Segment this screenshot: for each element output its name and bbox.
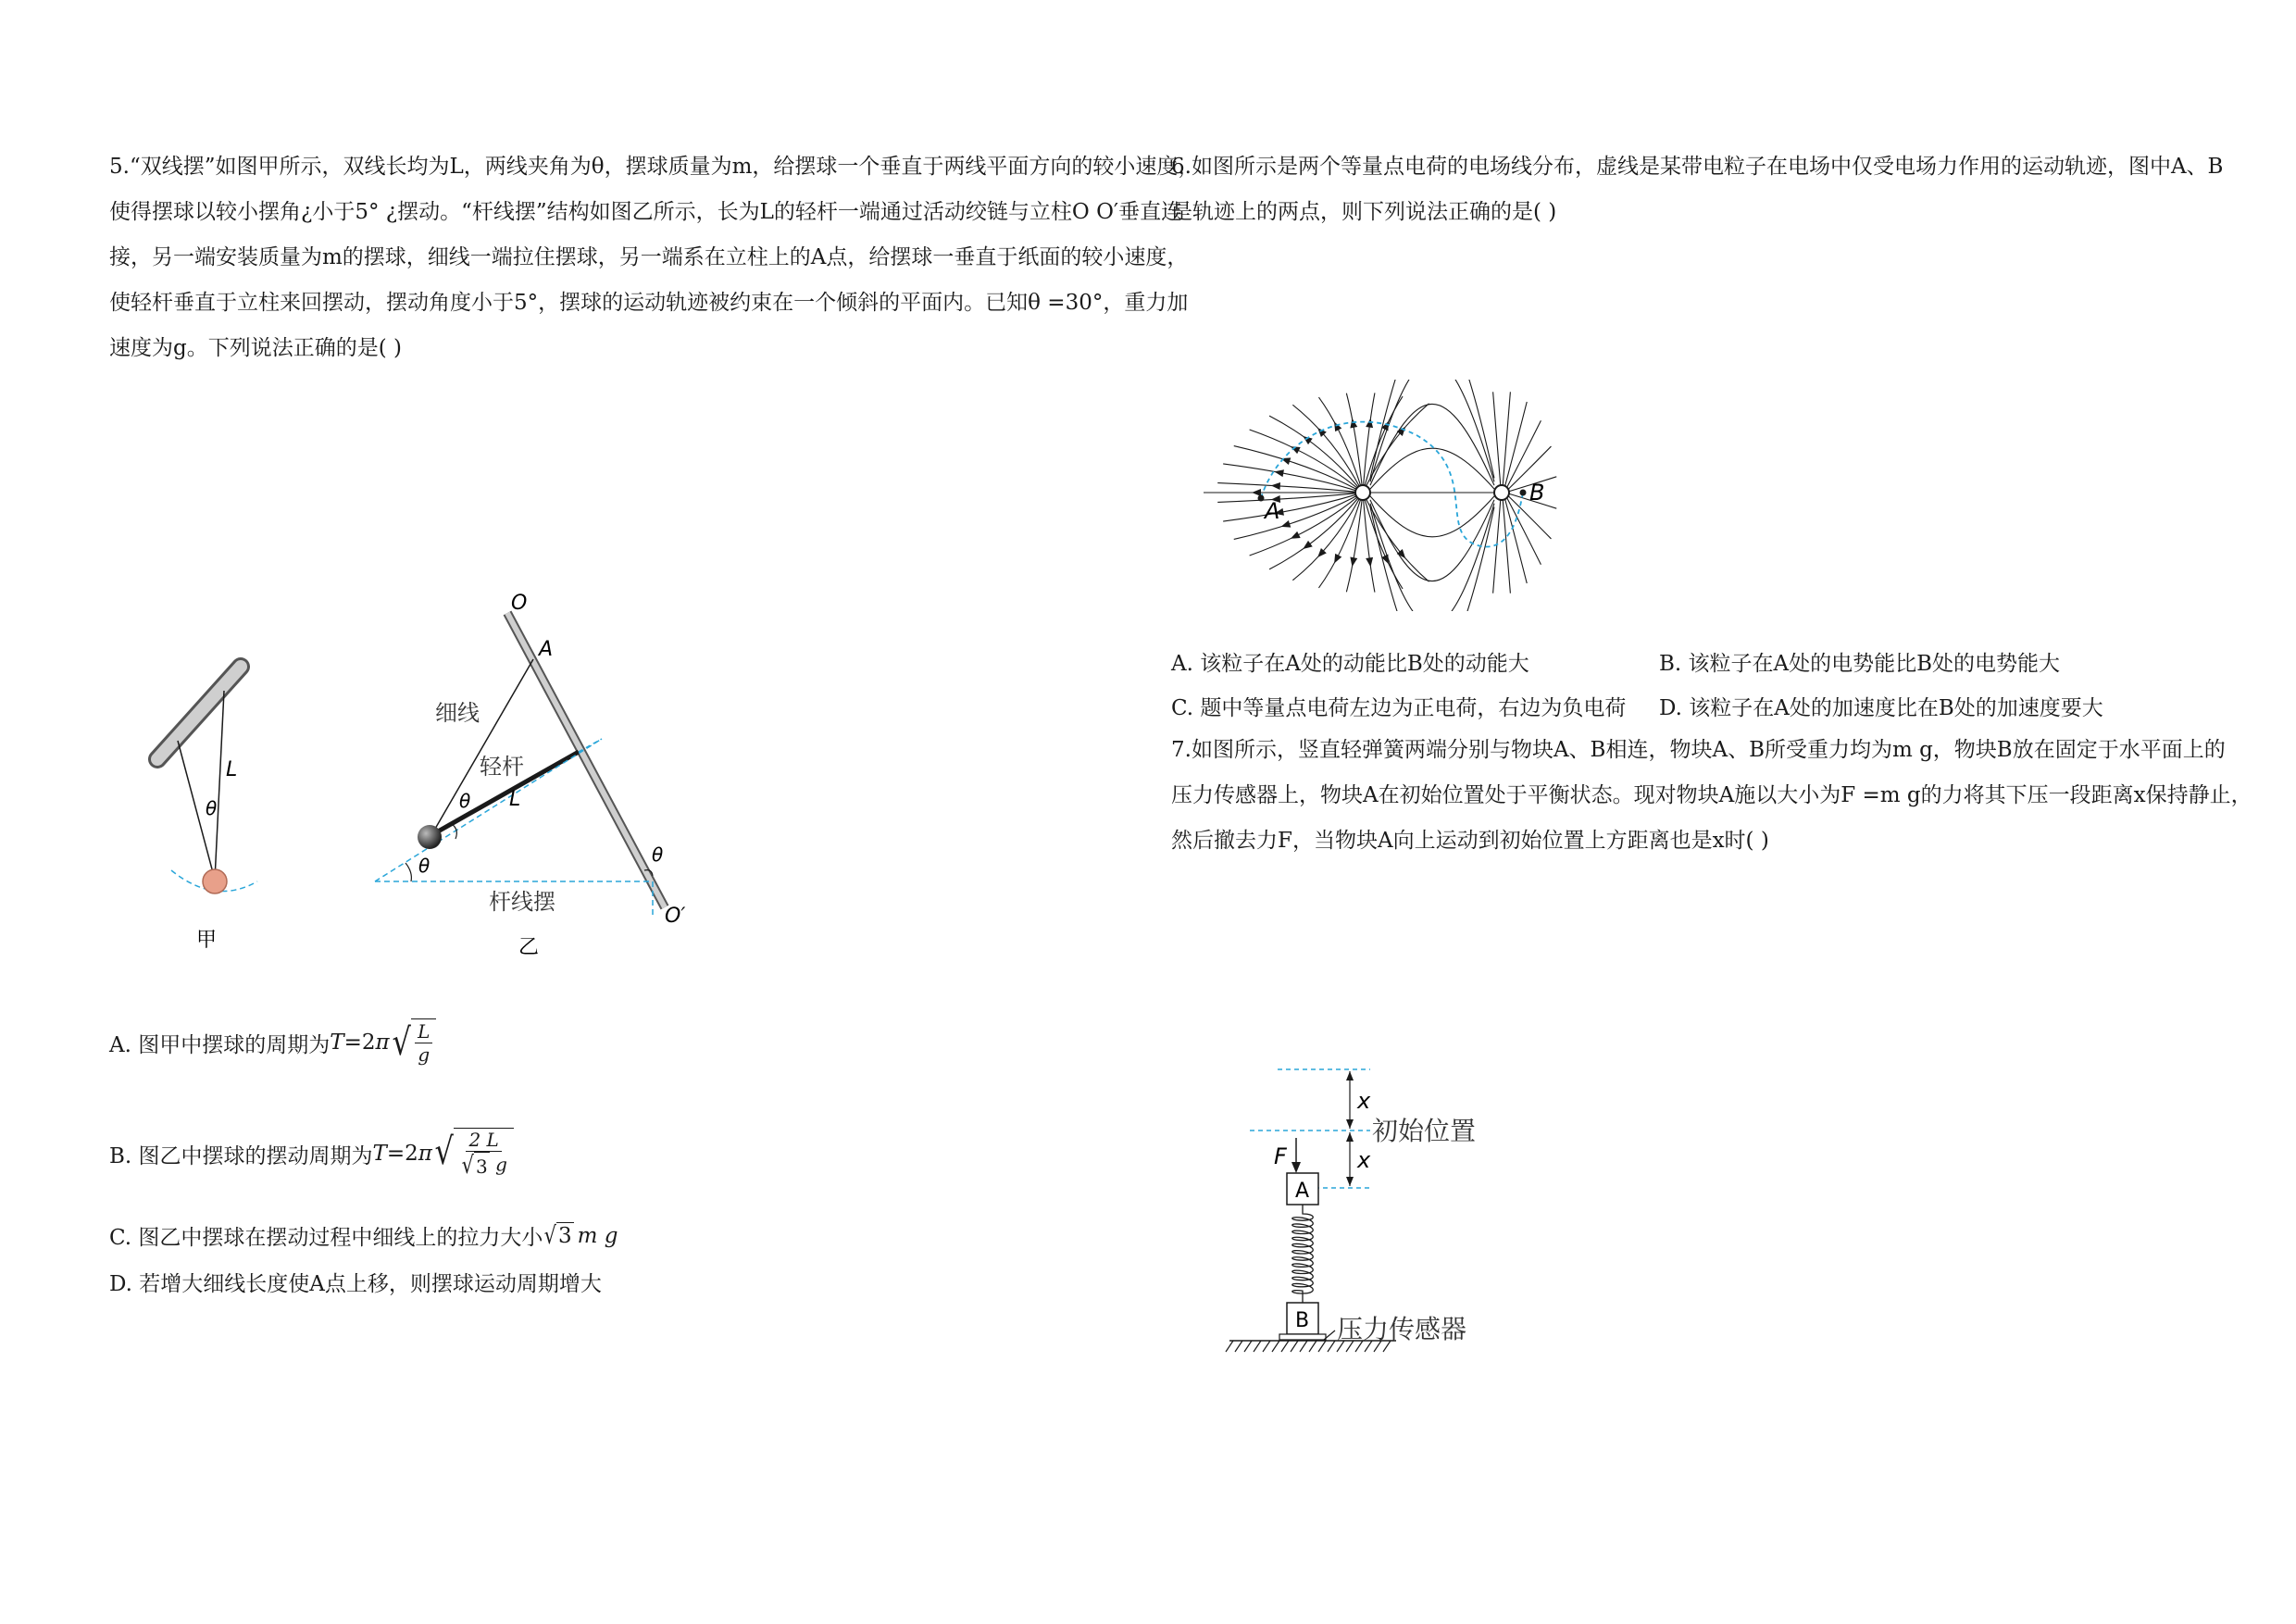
yi-label-theta3: θ [652, 843, 664, 866]
ground-hatch-line [1300, 1341, 1307, 1352]
q5-option-C[interactable] [109, 1220, 618, 1251]
field-arrow [1331, 554, 1342, 566]
q5-optD-text: D. 若增大细线长度使A点上移，则摆球运动周期增大 [109, 1272, 602, 1296]
label-A: A [1265, 498, 1280, 524]
point-A [1258, 495, 1265, 502]
q6-optA-text: A. 该粒子在A处的动能比B处的动能大 [1171, 652, 1529, 676]
q7-dim-arrow-top-down [1346, 1119, 1354, 1129]
yi-label-qinggan: 轻杆 [480, 754, 524, 780]
q7-dim-arrow-bottom-down [1346, 1177, 1354, 1186]
charge-left [1355, 485, 1370, 500]
yi-label-O: O [511, 593, 528, 615]
point-B [1520, 490, 1527, 496]
yi-pillar [507, 613, 665, 907]
q5-optA-eq: =2 [343, 1031, 376, 1055]
field-line-bridge [1370, 448, 1494, 489]
q5-figure-jia [139, 648, 278, 963]
field-line-left [1292, 499, 1359, 581]
ground-hatch-line [1254, 1341, 1261, 1352]
ground-hatch-line [1291, 1341, 1298, 1352]
yi-ball [418, 825, 442, 849]
q5-optB-den-root: 3 [474, 1152, 490, 1180]
ground-hatch-line [1328, 1341, 1335, 1352]
field-arrow [1301, 541, 1313, 552]
field-line-bridge [1370, 380, 1494, 478]
q5-line-4: 使轻杆垂直于立柱来回摆动，摆动角度小于5°，摆球的运动轨迹被约束在一个倾斜的平面内。已知θ =30°，重力加 [109, 291, 1189, 315]
field-line-left [1365, 396, 1403, 485]
q6-option-B[interactable] [1659, 646, 2060, 677]
q5-optA-num: L [415, 1020, 432, 1043]
q5-optB-den-g: g [495, 1153, 507, 1176]
field-line-bridge [1370, 500, 1494, 581]
q7-dim-arrow-bottom-up [1346, 1132, 1354, 1142]
ground-hatch-line [1263, 1341, 1270, 1352]
ground-hatch-line [1244, 1341, 1252, 1352]
field-line-bridge [1370, 504, 1494, 611]
yi-label-A: A [539, 638, 554, 661]
q5-optA-lhs: T [330, 1031, 344, 1055]
q5-option-D[interactable] [109, 1267, 602, 1297]
q7-label-x-bottom: x [1357, 1147, 1371, 1173]
ground-hatch-line [1235, 1341, 1242, 1352]
field-line-right [1507, 498, 1541, 565]
q6-option-D[interactable] [1659, 691, 2103, 721]
ground-hatch-line [1226, 1341, 1233, 1352]
q5-option-B[interactable] [109, 1128, 514, 1180]
q5-line-2: 使得摆球以较小摆角¿小于5° ¿摆动。“杆线摆”结构如图乙所示，长为L的轻杆一端通过活动绞链与立柱O O′垂直连 [109, 200, 1183, 224]
q5-stem [109, 144, 1199, 371]
q7-label-A: A [1295, 1180, 1310, 1203]
q6-line-2: 是轨迹上的两点，则下列说法正确的是( ) [1171, 200, 1557, 224]
jia-label-theta: θ [206, 797, 218, 819]
field-arrow [1289, 531, 1301, 543]
yi-label-theta2: θ [418, 855, 430, 877]
jia-rod [157, 667, 241, 759]
q5-figure-yi [370, 593, 704, 963]
q5-optB-eq: =2 [386, 1142, 418, 1166]
yi-label-Oprime: O′ [665, 905, 686, 928]
q7-label-B: B [1295, 1309, 1310, 1332]
q6-option-C[interactable] [1171, 691, 1626, 721]
q5-option-A[interactable] [109, 1018, 436, 1067]
yi-label-L: L [509, 788, 521, 811]
ground-hatch-line [1272, 1341, 1279, 1352]
q7-dim-arrow-top-up [1346, 1071, 1354, 1081]
field-line-left [1292, 405, 1359, 486]
charge-right [1494, 485, 1509, 500]
q5-optB-lhs: T [372, 1142, 387, 1166]
field-line-right [1493, 500, 1501, 593]
q6-option-A[interactable] [1171, 646, 1529, 677]
q6-field-figure [1204, 380, 1574, 611]
field-line-left [1250, 430, 1357, 488]
q5-optA-pi: π [375, 1031, 390, 1055]
yi-arc-theta2 [406, 863, 411, 881]
yi-label-ganxianbai: 杆线摆 [489, 889, 555, 915]
field-line-bridge [1370, 507, 1494, 611]
q5-line-5: 速度为g。下列说法正确的是( ) [109, 336, 402, 360]
q5-optB-sqrt: √ 2 L √ 3 g [432, 1128, 514, 1180]
field-arrow [1271, 481, 1280, 490]
jia-string-right [215, 691, 224, 880]
q5-optB-prefix: B. 图乙中摆球的摆动周期为 [109, 1143, 373, 1168]
q7-label-sensor: 压力传感器 [1337, 1314, 1467, 1344]
q7-stem [1171, 728, 2252, 864]
q6-optD-text: D. 该粒子在A处的加速度比在B处的加速度要大 [1659, 696, 2103, 720]
q5-optB-num: 2 L [466, 1129, 501, 1152]
q5-optA-den: g [418, 1043, 430, 1066]
q5-optA-prefix: A. 图甲中摆球的周期为 [109, 1032, 331, 1057]
field-line-bridge [1370, 380, 1494, 481]
field-line-left [1346, 394, 1362, 485]
jia-label-L: L [226, 758, 238, 781]
q7-sensor-plate [1279, 1334, 1326, 1340]
q6-optC-text: C. 题中等量点电荷左边为正电荷，右边为负电荷 [1171, 696, 1627, 720]
q7-line-3: 然后撤去力F，当物块A向上运动到初始位置上方距离也是x时( ) [1171, 829, 1769, 853]
q5-optC-sqrt: √ 3 [544, 1221, 572, 1250]
q5-optB-pi: π [418, 1142, 432, 1166]
q6-line-1: 6.如图所示是两个等量点电荷的电场线分布，虚线是某带电粒子在电场中仅受电场力作用的运动轨迹，图中A、B [1171, 155, 2224, 179]
q7-line-1: 7.如图所示，竖直轻弹簧两端分别与物块A、B相连，物块A、B所受重力均为m g，物块B放在固定于水平面上的 [1171, 738, 2226, 762]
q5-optC-suffix: m g [577, 1223, 618, 1248]
q7-spring [1292, 1205, 1314, 1303]
particle-trajectory [1261, 422, 1523, 547]
field-arrow [1279, 520, 1291, 531]
field-axis-arrow [1252, 489, 1261, 496]
q6-optB-text: B. 该粒子在A处的电势能比B处的电势能大 [1659, 652, 2061, 676]
q5-optC-root: 3 [556, 1222, 574, 1250]
field-line-right [1507, 420, 1541, 487]
yi-caption: 乙 [518, 936, 540, 959]
field-line-right [1493, 392, 1501, 485]
q6-stem [1171, 144, 2223, 235]
yi-label-theta1: θ [459, 790, 471, 812]
q7-label-x-top: x [1357, 1088, 1371, 1114]
q5-optA-sqrt: √ $\frac{L}{g}$ [390, 1018, 437, 1067]
field-line-left [1346, 500, 1362, 592]
label-B: B [1529, 480, 1545, 506]
field-arrow [1349, 557, 1358, 568]
q5-line-1: 5.“双线摆”如图甲所示，双线长均为L，两线夹角为θ，摆球质量为m，给摆球一个垂直于两线平面方向的较小速度， [109, 155, 1200, 179]
field-line-bridge [1370, 404, 1494, 485]
field-line-left [1318, 397, 1360, 485]
jia-ball [203, 869, 227, 893]
ground-hatch-line [1309, 1341, 1316, 1352]
ground-hatch-line [1318, 1341, 1326, 1352]
yi-label-xixian: 细线 [435, 700, 480, 726]
field-line-bridge [1370, 496, 1494, 537]
q7-line-2: 压力传感器上，物块A在初始位置处于平衡状态。现对物块A施以大小为F =m g的力将其下压一段距离x保持静止， [1171, 783, 2252, 807]
field-line-left [1318, 500, 1360, 588]
q7-force-arrowhead [1292, 1162, 1301, 1173]
ground-hatch-line [1281, 1341, 1289, 1352]
jia-caption: 甲 [196, 929, 218, 952]
q5-line-3: 接，另一端安装质量为m的摆球，细线一端拉住摆球，另一端系在立柱上的A点，给摆球一垂直于纸面的较小速度， [109, 245, 1189, 269]
q5-optC-prefix: C. 图乙中摆球在摆动过程中细线上的拉力大小 [109, 1226, 543, 1250]
q7-label-chushi: 初始位置 [1372, 1116, 1477, 1146]
q7-label-F: F [1274, 1143, 1287, 1169]
field-line-left [1365, 500, 1403, 589]
q7-spring-figure [1213, 1060, 1509, 1366]
field-arrow [1274, 468, 1284, 477]
